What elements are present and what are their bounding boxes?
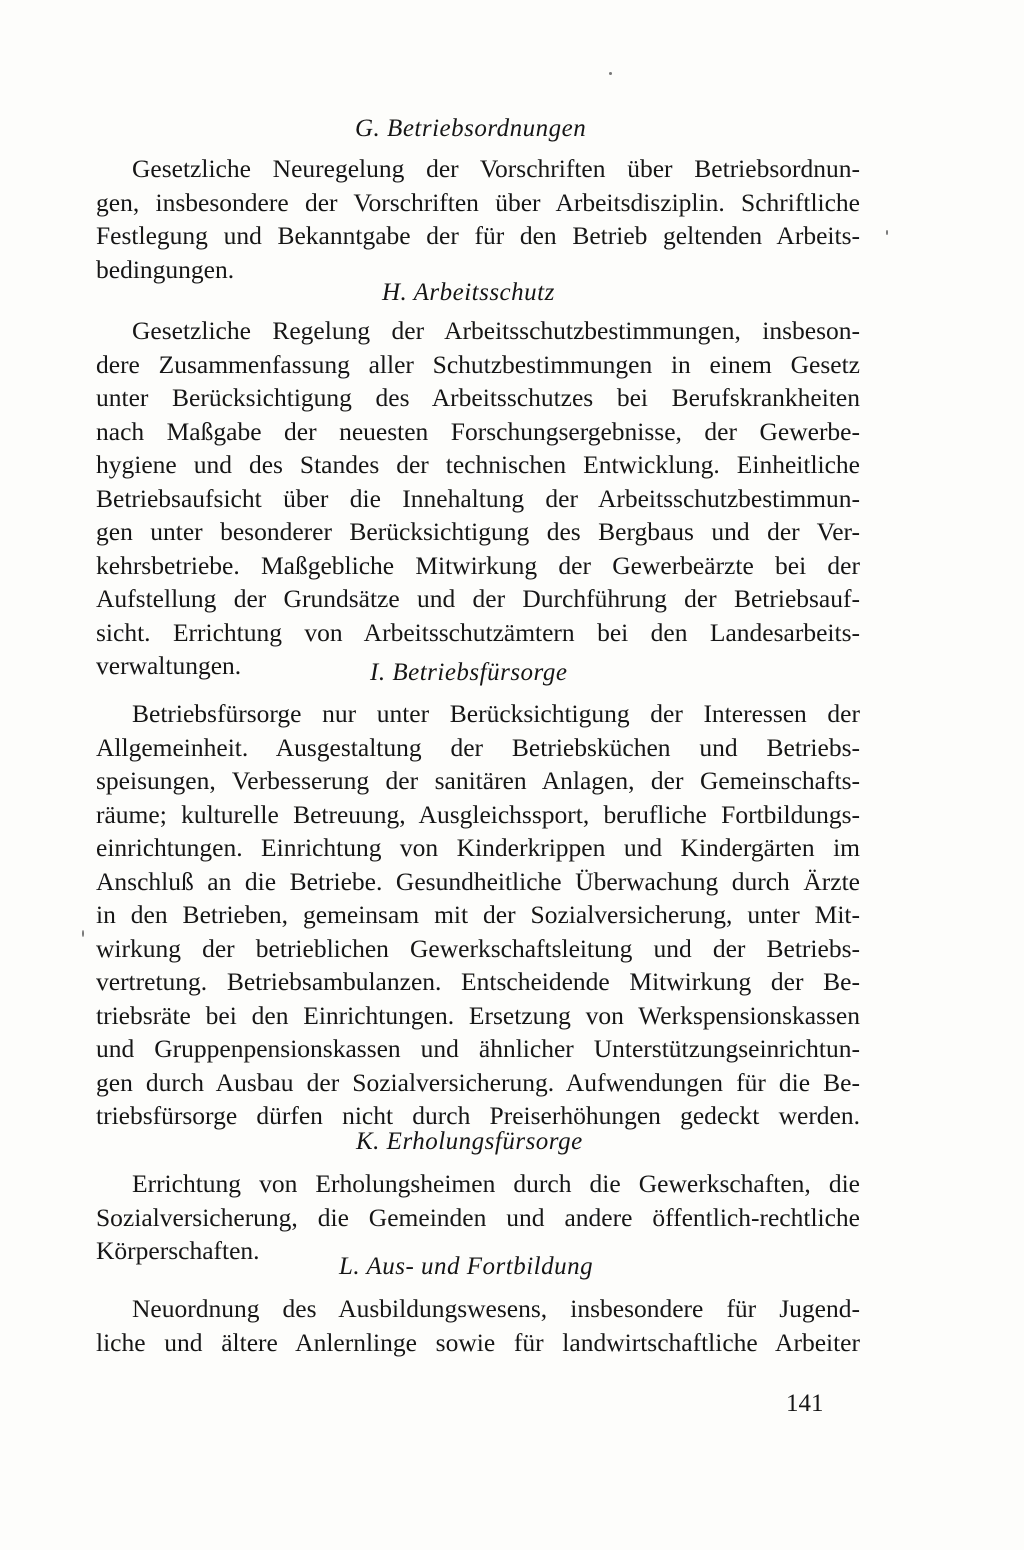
text-line: Sozialversicherung, die Gemeinden und andere öffentlich-rechtliche bbox=[96, 1202, 860, 1232]
text-line: verwaltungen. bbox=[96, 651, 242, 680]
section-heading-i: I. Betriebsfürsorge bbox=[370, 659, 568, 686]
text-line: dere Zusammenfassung aller Schutzbestimmungen in einem Gesetz bbox=[96, 349, 860, 379]
text-line: Betriebsfürsorge nur unter Berücksichtigung der Interessen der bbox=[132, 699, 860, 728]
page-number: 141 bbox=[786, 1390, 824, 1417]
section-body-g bbox=[96, 152, 860, 286]
scan-speck bbox=[886, 230, 888, 235]
section-body-h bbox=[96, 314, 860, 683]
text-line: Neuordnung des Ausbildungswesens, insbesondere für Jugend- bbox=[132, 1294, 860, 1323]
section-heading-g: G. Betriebsordnungen bbox=[355, 115, 587, 142]
text-line: triebsfürsorge dürfen nicht durch Preiserhöhungen gedeckt werden. bbox=[96, 1101, 860, 1130]
text-line: triebsräte bei den Einrichtungen. Ersetzung von Werkspensionskassen bbox=[96, 1000, 860, 1030]
section-heading-l: L. Aus- und Fortbildung bbox=[339, 1253, 594, 1280]
text-line: einrichtungen. Einrichtung von Kinderkrippen und Kindergärten im bbox=[96, 833, 860, 862]
section-body-l bbox=[96, 1292, 860, 1359]
text-line: gen unter besonderer Berücksichtigung des Bergbaus und der Ver- bbox=[96, 517, 860, 546]
text-line: gen, insbesondere der Vorschriften über Arbeitsdisziplin. Schriftliche bbox=[96, 187, 860, 217]
text-line: Errichtung von Erholungsheimen durch die Gewerkschaften, die bbox=[132, 1169, 860, 1198]
text-line: Körperschaften. bbox=[96, 1236, 260, 1265]
text-line: Festlegung und Bekanntgabe der für den Betrieb geltenden Arbeits- bbox=[96, 221, 860, 250]
text-line: Anschluß an die Betriebe. Gesundheitliche Überwachung durch Ärzte bbox=[96, 866, 860, 896]
text-line: liche und ältere Anlernlinge sowie für landwirtschaftliche Arbeiter bbox=[96, 1327, 860, 1357]
scan-speck bbox=[82, 930, 84, 937]
text-line: in den Betrieben, gemeinsam mit der Sozialversicherung, unter Mit- bbox=[96, 900, 860, 929]
text-line: bedingungen. bbox=[96, 254, 235, 284]
text-line: Gesetzliche Neuregelung der Vorschriften über Betriebsordnun- bbox=[132, 154, 860, 183]
section-heading-k: K. Erholungsfürsorge bbox=[356, 1128, 583, 1155]
text-line: Allgemeinheit. Ausgestaltung der Betriebsküchen und Betriebs- bbox=[96, 732, 860, 762]
text-line: Gesetzliche Regelung der Arbeitsschutzbestimmungen, insbeson- bbox=[132, 316, 860, 345]
section-body-i bbox=[96, 697, 860, 1133]
section-heading-h: H. Arbeitsschutz bbox=[382, 279, 555, 306]
text-line: räume; kulturelle Betreuung, Ausgleichssport, berufliche Fortbildungs- bbox=[96, 799, 860, 829]
text-line: hygiene und des Standes der technischen Entwicklung. Einheitliche bbox=[96, 450, 860, 479]
text-line: Betriebsaufsicht über die Innehaltung der Arbeitsschutzbestimmun- bbox=[96, 483, 860, 513]
text-line: kehrsbetriebe. Maßgebliche Mitwirkung der Gewerbeärzte bei der bbox=[96, 550, 860, 580]
text-line: wirkung der betrieblichen Gewerkschaftsleitung und der Betriebs- bbox=[96, 933, 860, 963]
text-line: gen durch Ausbau der Sozialversicherung. Aufwendungen für die Be- bbox=[96, 1067, 860, 1097]
text-line: sicht. Errichtung von Arbeitsschutzämtern bei den Landesarbeits- bbox=[96, 617, 860, 647]
text-line: Aufstellung der Grundsätze und der Durchführung der Betriebsauf- bbox=[96, 584, 860, 613]
text-line: und Gruppenpensionskassen und ähnlicher Unterstützungseinrichtun- bbox=[96, 1034, 860, 1063]
text-line: unter Berücksichtigung des Arbeitsschutzes bei Berufskrankheiten bbox=[96, 383, 860, 412]
scan-speck bbox=[609, 72, 612, 75]
text-line: nach Maßgabe der neuesten Forschungsergebnisse, der Gewerbe- bbox=[96, 416, 860, 446]
text-line: vertretung. Betriebsambulanzen. Entscheidende Mitwirkung der Be- bbox=[96, 967, 860, 996]
text-line: speisungen, Verbesserung der sanitären Anlagen, der Gemeinschafts- bbox=[96, 766, 860, 795]
